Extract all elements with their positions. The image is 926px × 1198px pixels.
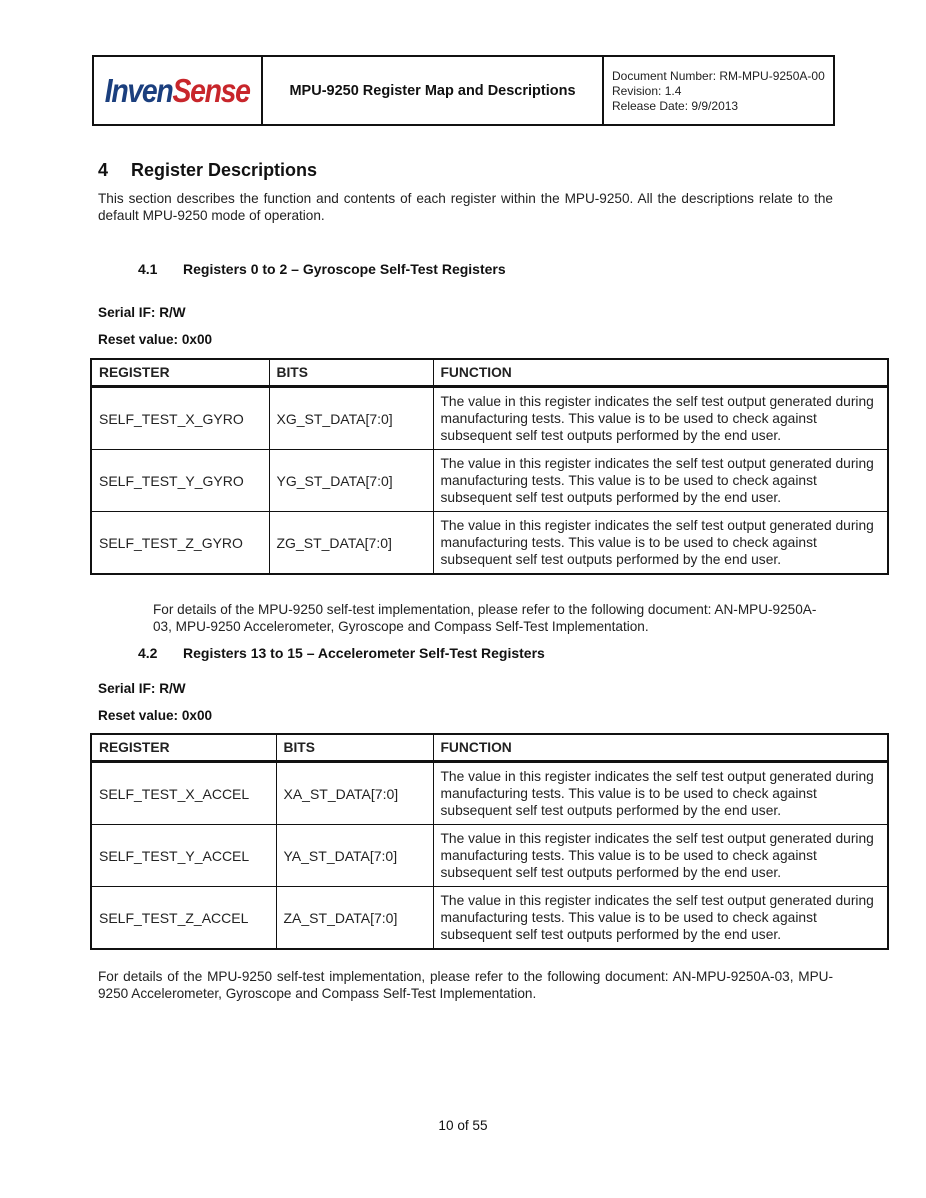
document-number: Document Number: RM-MPU-9250A-00 [612, 69, 825, 83]
register-function: The value in this register indicates the self test output generated during manufacturing tests. This value is to be used to check against subsequent self test outputs performed by the end user. [433, 887, 888, 950]
register-name: SELF_TEST_Z_ACCEL [91, 887, 276, 950]
column-header: BITS [276, 734, 433, 762]
register-name: SELF_TEST_Z_GYRO [91, 512, 269, 575]
section-heading: 4 Register Descriptions [98, 160, 318, 180]
reset-value-label: Reset value: 0x00 [98, 708, 213, 723]
self-test-note: For details of the MPU-9250 self-test implementation, please refer to the following document: AN-MPU-9250A-03, MPU-9250 Accelerometer, Gyroscope and Compass Self-Test Implementation. [98, 969, 833, 1001]
register-bits: ZG_ST_DATA[7:0] [269, 512, 433, 575]
section-intro: This section describes the function and contents of each register within the MPU-9250. All the descriptions relate to the default MPU-9250 mode of operation. [98, 191, 833, 223]
reset-value-label: Reset value: 0x00 [98, 332, 213, 347]
company-logo [94, 57, 263, 124]
table-row [91, 762, 888, 825]
table-row [91, 450, 888, 512]
register-function: The value in this register indicates the self test output generated during manufacturing tests. This value is to be used to check against subsequent self test outputs performed by the end user. [433, 512, 888, 575]
revision: Revision: 1.4 [612, 84, 682, 98]
document-title: MPU-9250 Register Map and Descriptions [263, 57, 604, 124]
register-bits: YG_ST_DATA[7:0] [269, 450, 433, 512]
subsection-heading-4-2: 4.2 Registers 13 to 15 – Accelerometer Self-Test Registers [138, 645, 545, 661]
serial-if-label: Serial IF: R/W [98, 305, 186, 320]
table-row [91, 887, 888, 950]
register-bits: XA_ST_DATA[7:0] [276, 762, 433, 825]
table-header-row [91, 359, 888, 387]
table-header-row [91, 734, 888, 762]
register-function: The value in this register indicates the self test output generated during manufacturing tests. This value is to be used to check against subsequent self test outputs performed by the end user. [433, 387, 888, 450]
serial-if-label: Serial IF: R/W [98, 681, 186, 696]
register-name: SELF_TEST_X_GYRO [91, 387, 269, 450]
document-header [92, 55, 835, 126]
column-header: FUNCTION [433, 359, 888, 387]
page-number: 10 of 55 [438, 1118, 488, 1133]
register-function: The value in this register indicates the self test output generated during manufacturing tests. This value is to be used to check against subsequent self test outputs performed by the end user. [433, 825, 888, 887]
invensense-logo-icon: InvenSense [105, 71, 250, 109]
register-bits: XG_ST_DATA[7:0] [269, 387, 433, 450]
table-row [91, 387, 888, 450]
column-header: REGISTER [91, 734, 276, 762]
column-header: REGISTER [91, 359, 269, 387]
subsection-heading-4-1: 4.1 Registers 0 to 2 – Gyroscope Self-Test Registers [138, 261, 506, 277]
register-bits: YA_ST_DATA[7:0] [276, 825, 433, 887]
gyro-self-test-table [90, 358, 889, 575]
column-header: FUNCTION [433, 734, 888, 762]
register-name: SELF_TEST_X_ACCEL [91, 762, 276, 825]
self-test-note: For details of the MPU-9250 self-test implementation, please refer to the following document: AN-MPU-9250A-03, MPU-9250 Accelerometer, Gyroscope and Compass Self-Test Implementation. [153, 602, 817, 634]
release-date: Release Date: 9/9/2013 [612, 99, 739, 113]
register-name: SELF_TEST_Y_GYRO [91, 450, 269, 512]
register-function: The value in this register indicates the self test output generated during manufacturing tests. This value is to be used to check against subsequent self test outputs performed by the end user. [433, 762, 888, 825]
register-name: SELF_TEST_Y_ACCEL [91, 825, 276, 887]
document-meta [604, 57, 833, 124]
column-header: BITS [269, 359, 433, 387]
accel-self-test-table [90, 733, 889, 950]
register-function: The value in this register indicates the self test output generated during manufacturing tests. This value is to be used to check against subsequent self test outputs performed by the end user. [433, 450, 888, 512]
register-bits: ZA_ST_DATA[7:0] [276, 887, 433, 950]
table-row [91, 512, 888, 575]
table-row [91, 825, 888, 887]
